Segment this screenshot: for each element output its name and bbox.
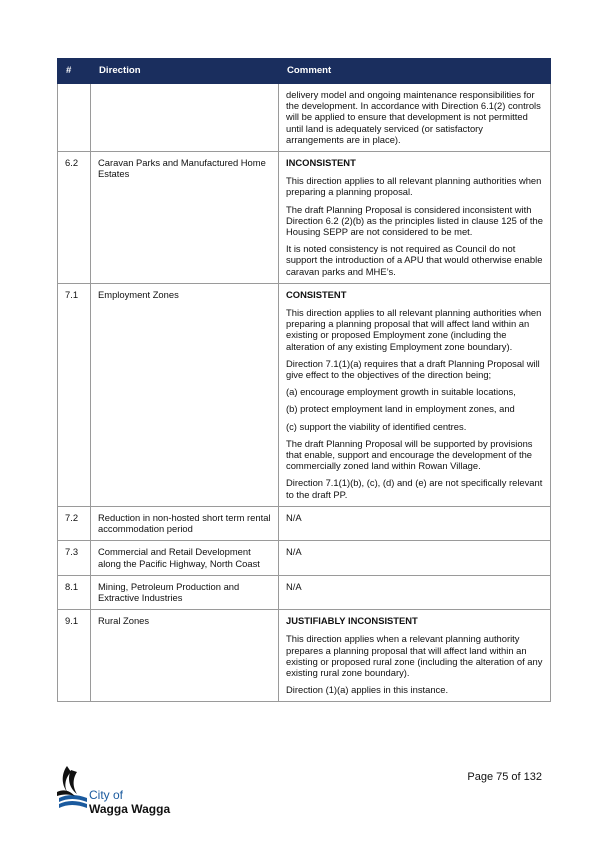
comment-paragraph: This direction applies when a relevant planning authority prepares a planning proposal that will affect land within an existing or proposed rural zone (including the alteration of any existing rural zone boundary). [286, 633, 543, 678]
header-number: # [58, 59, 91, 84]
direction-title: Caravan Parks and Manufactured Home Estates [91, 152, 279, 284]
comment-paragraph: (c) support the viability of identified centres. [286, 420, 467, 432]
direction-title: Mining, Petroleum Production and Extractive Industries [91, 575, 279, 609]
comment-paragraph: delivery model and ongoing maintenance responsibilities for the development. In accordance with Direction 6.1(2) controls will be applied to ensure that development is not permitted until land is adequately serviced (or satisfactory arrangements are in place). [286, 89, 541, 145]
direction-title: Commercial and Retail Development along the Pacific Highway, North Coast [91, 541, 279, 575]
page-number: Page 75 of 132 [467, 771, 542, 783]
direction-comment [279, 610, 551, 702]
direction-comment [279, 506, 551, 540]
comment-paragraph: Direction (1)(a) applies in this instance. [286, 684, 449, 696]
direction-comment [279, 84, 551, 152]
header-comment: Comment [279, 59, 551, 84]
comment-paragraph: This direction applies to all relevant planning authorities when preparing a planning proposal. [286, 175, 542, 198]
comment-paragraph: The draft Planning Proposal will be supported by provisions that enable, support and encourage the development of the commercially zoned land within Rowan Village. [286, 437, 533, 472]
direction-title: Employment Zones [91, 283, 279, 506]
comment-paragraph: N/A [286, 511, 302, 523]
comment-paragraph: (b) protect employment land in employment zones, and [286, 403, 515, 415]
comment-paragraph: N/A [286, 546, 302, 558]
table-header-row [58, 59, 551, 84]
header-direction: Direction [91, 59, 279, 84]
table-row [58, 152, 551, 284]
consistency-status: CONSISTENT [286, 288, 347, 300]
direction-title [91, 84, 279, 152]
table-row [58, 610, 551, 702]
comment-paragraph: It is noted consistency is not required as Council do not support the introduction of a APU that would otherwise enable caravan parks and MHE’s. [286, 243, 543, 277]
table-row [58, 283, 551, 506]
direction-number: 7.2 [58, 506, 91, 540]
direction-comment [279, 575, 551, 609]
direction-number: 9.1 [58, 610, 91, 702]
logo-city-text: City of [89, 788, 124, 802]
direction-number: 7.1 [58, 283, 91, 506]
direction-number: 6.2 [58, 152, 91, 284]
direction-comment [279, 541, 551, 575]
consistency-status: JUSTIFIABLY INCONSISTENT [286, 615, 418, 627]
comment-paragraph: Direction 7.1(1)(b), (c), (d) and (e) are not specifically relevant to the draft PP. [286, 477, 543, 500]
direction-number [58, 84, 91, 152]
direction-number: 7.3 [58, 541, 91, 575]
table-row [58, 575, 551, 609]
direction-title: Reduction in non-hosted short term rental accommodation period [91, 506, 279, 540]
table-row [58, 84, 551, 152]
direction-comment [279, 152, 551, 284]
logo-name-text: Wagga Wagga [89, 802, 171, 816]
wagga-logo-icon [57, 764, 89, 812]
direction-number: 8.1 [58, 575, 91, 609]
comment-paragraph: The draft Planning Proposal is considered inconsistent with Direction 6.2 (2)(b) as the principles listed in clause 125 of the Housing SEPP are not considered to be met. [286, 203, 543, 238]
direction-comment [279, 283, 551, 506]
comment-paragraph: Direction 7.1(1)(a) requires that a draft Planning Proposal will give effect to the objectives of the direction being; [286, 357, 540, 381]
table-body [58, 84, 551, 702]
city-logo [57, 762, 187, 818]
comment-paragraph: N/A [286, 580, 302, 592]
table-row [58, 506, 551, 540]
direction-title: Rural Zones [91, 610, 279, 702]
consistency-status: INCONSISTENT [286, 157, 356, 169]
directions-table [57, 58, 551, 702]
comment-paragraph: (a) encourage employment growth in suitable locations, [286, 386, 516, 398]
comment-paragraph: This direction applies to all relevant planning authorities when preparing a planning proposal that will affect land within an existing or proposed Employment zone (including the alteration of any existing Employment zone boundary). [286, 307, 542, 352]
table-row [58, 541, 551, 575]
